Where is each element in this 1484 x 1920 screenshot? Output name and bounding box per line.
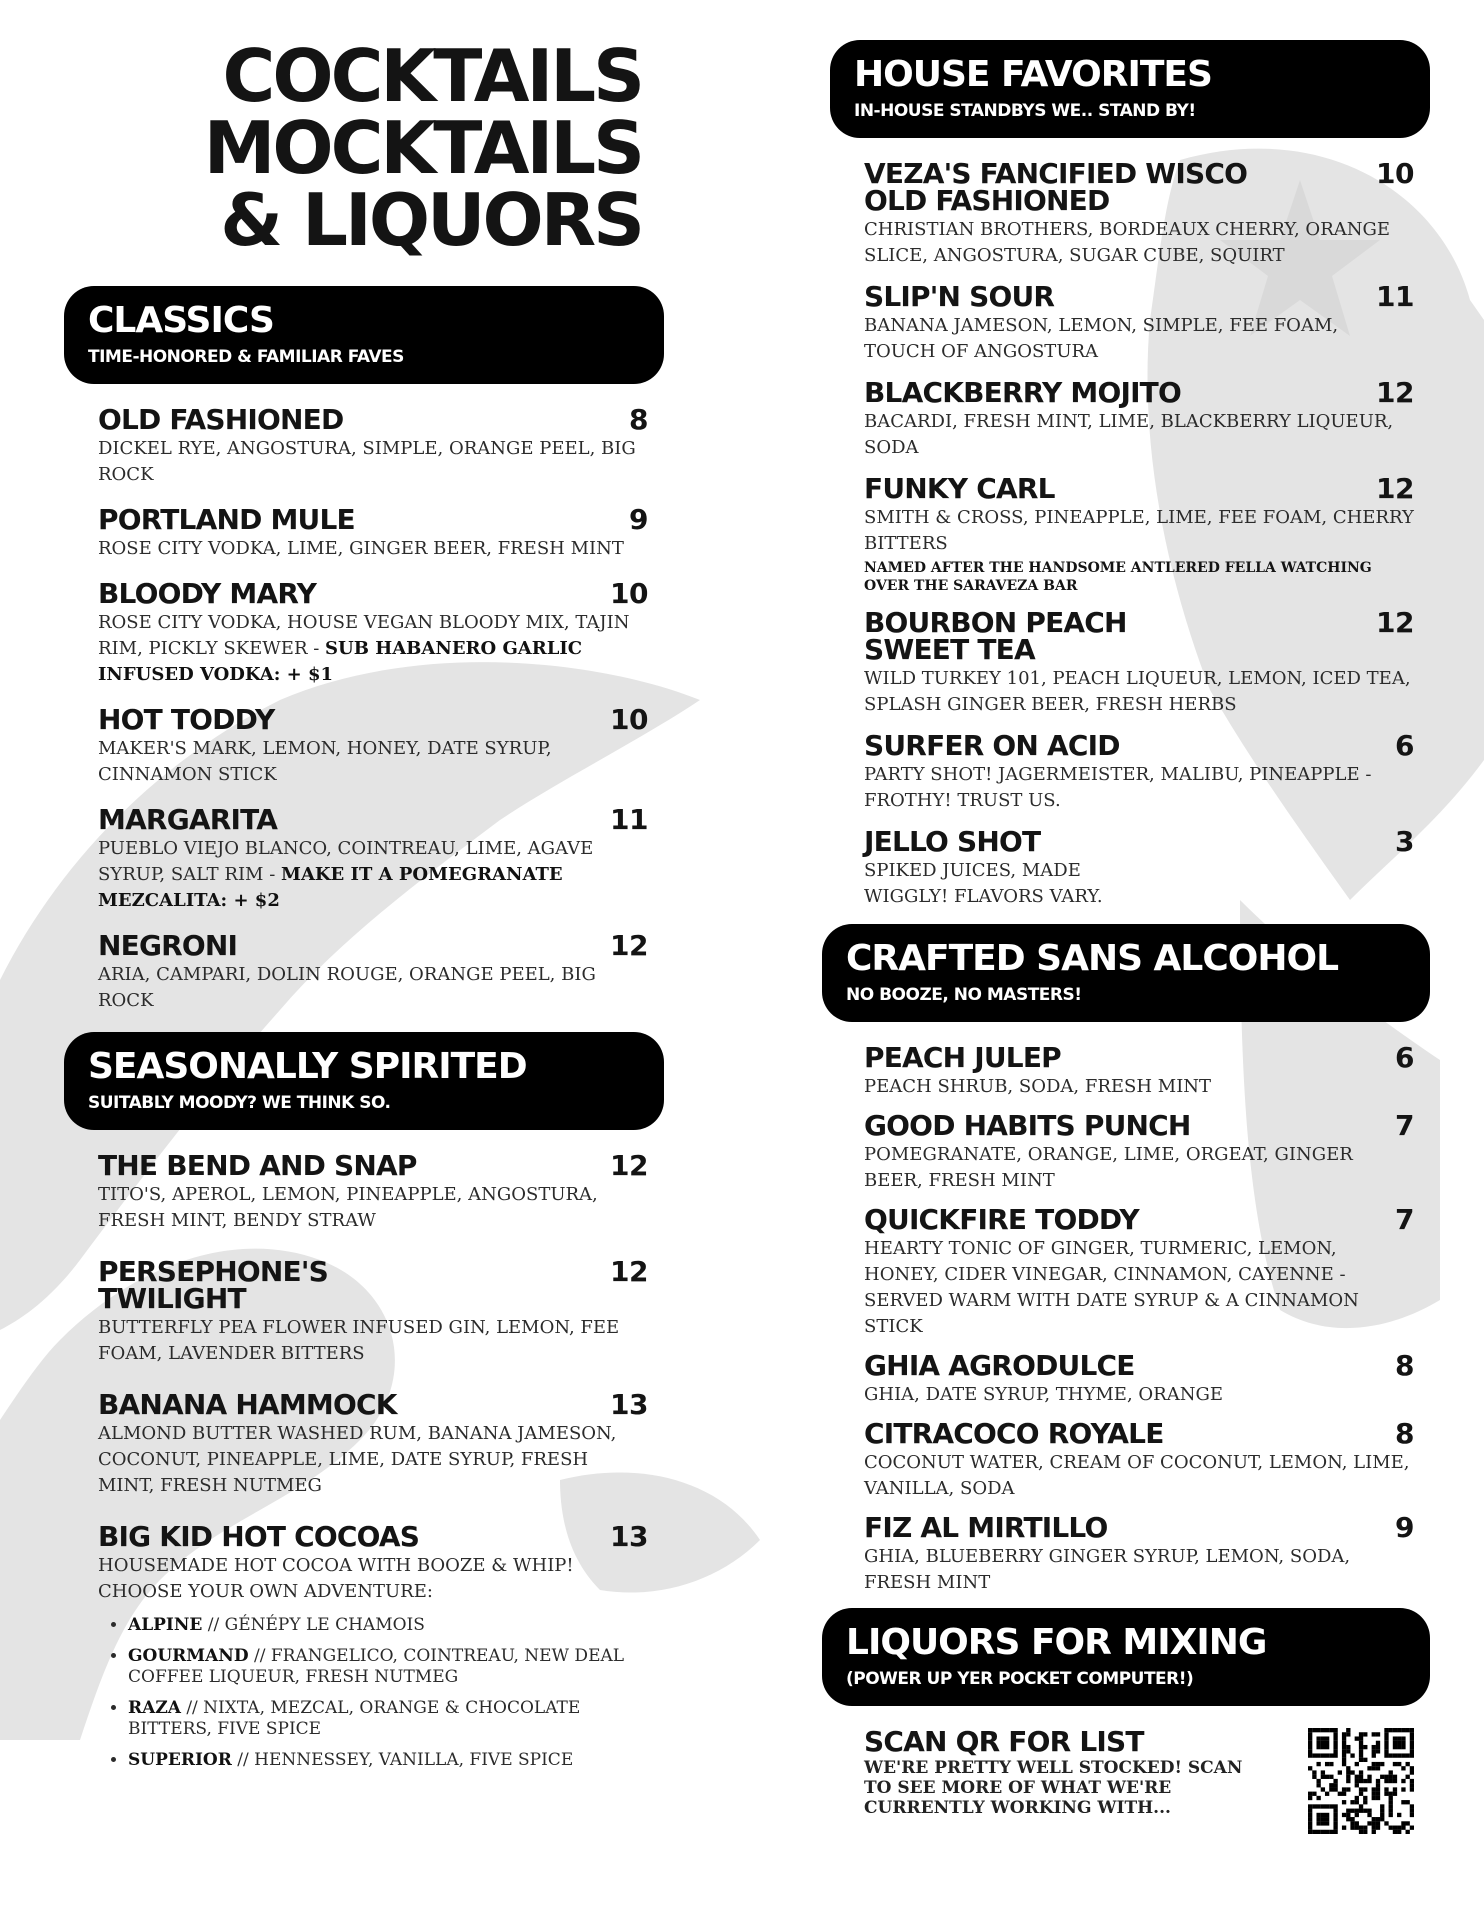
item-price: 13 xyxy=(610,1520,648,1553)
seasonal-list xyxy=(64,1149,664,1771)
item-description-text: PUEBLO VIEJO BLANCO, COINTREAU, LIME, AGAVE SYRUP, SALT RIM - xyxy=(98,838,594,885)
item-name: BIG KID HOT COCOAS xyxy=(98,1520,420,1553)
item-name: THE BEND AND SNAP xyxy=(98,1149,417,1182)
qr-code-icon[interactable] xyxy=(1308,1728,1414,1834)
menu-item xyxy=(98,1255,648,1367)
item-price: 10 xyxy=(610,703,648,736)
item-description: GHIA, DATE SYRUP, THYME, ORANGE xyxy=(864,1384,1223,1405)
item-description-text: ROSE CITY VODKA, HOUSE VEGAN BLOODY MIX, TAJIN RIM, PICKLY SKEWER - xyxy=(98,612,630,659)
menu-item xyxy=(864,1417,1414,1502)
item-description: COCONUT WATER, CREAM OF COCONUT, LEMON, LIME, VANILLA, SODA xyxy=(864,1452,1410,1499)
scan-title: SCAN QR FOR LIST xyxy=(864,1725,1144,1758)
menu-item xyxy=(98,577,648,688)
classics-subtitle: TIME-HONORED & FAMILIAR FAVES xyxy=(88,347,404,367)
menu-item xyxy=(864,157,1414,269)
item-name: BLOODY MARY xyxy=(98,577,317,610)
item-name: PORTLAND MULE xyxy=(98,503,355,536)
menu-item xyxy=(98,703,648,788)
item-price: 12 xyxy=(1376,376,1414,409)
menu-title-line-2: MOCKTAILS xyxy=(203,106,642,190)
cocoa-option xyxy=(128,1750,648,1771)
house-list xyxy=(830,157,1430,910)
item-price: 11 xyxy=(1376,280,1414,313)
menu-item xyxy=(864,1109,1414,1194)
menu-item xyxy=(864,825,1414,910)
cocoa-option-desc: // HENNESSEY, VANILLA, FIVE SPICE xyxy=(231,1750,574,1770)
item-price: 12 xyxy=(1376,606,1414,639)
house-subtitle: IN-HOUSE STANDBYS WE.. STAND BY! xyxy=(854,101,1196,121)
scan-block xyxy=(864,1725,1414,1834)
house-title: HOUSE FAVORITES xyxy=(854,54,1212,95)
menu-item xyxy=(864,1203,1414,1340)
item-name: CITRACOCO ROYALE xyxy=(864,1417,1164,1450)
house-banner xyxy=(830,40,1430,138)
item-description: WILD TURKEY 101, PEACH LIQUEUR, LEMON, ICED TEA, SPLASH GINGER BEER, FRESH HERBS xyxy=(864,668,1411,715)
item-description: BANANA JAMESON, LEMON, SIMPLE, FEE FOAM, TOUCH OF ANGOSTURA xyxy=(864,315,1339,362)
item-description: BACARDI, FRESH MINT, LIME, BLACKBERRY LIQUEUR, SODA xyxy=(864,411,1394,458)
item-upgrade-option: MAKE IT A POMEGRANATE MEZCALITA: + $2 xyxy=(98,864,563,911)
item-description: DICKEL RYE, ANGOSTURA, SIMPLE, ORANGE PEEL, BIG ROCK xyxy=(98,438,636,485)
cocoa-option-desc: // GÉNÉPY LE CHAMOIS xyxy=(202,1615,425,1635)
item-price: 12 xyxy=(610,929,648,962)
item-description: ARIA, CAMPARI, DOLIN ROUGE, ORANGE PEEL, BIG ROCK xyxy=(98,964,596,1011)
item-price: 8 xyxy=(1395,1417,1414,1450)
item-description: POMEGRANATE, ORANGE, LIME, ORGEAT, GINGER BEER, FRESH MINT xyxy=(864,1144,1353,1191)
item-price: 10 xyxy=(1376,157,1414,190)
item-description: GHIA, BLUEBERRY GINGER SYRUP, LEMON, SODA, FRESH MINT xyxy=(864,1546,1351,1593)
item-price: 8 xyxy=(1395,1349,1414,1382)
item-price: 13 xyxy=(610,1388,648,1421)
item-name: JELLO SHOT xyxy=(864,825,1041,858)
item-name: FIZ AL MIRTILLO xyxy=(864,1511,1108,1544)
item-price: 10 xyxy=(610,577,648,610)
item-description: ROSE CITY VODKA, LIME, GINGER BEER, FRESH MINT xyxy=(98,538,624,559)
menu-item xyxy=(98,1520,648,1771)
item-name: PERSEPHONE'S TWILIGHT xyxy=(98,1255,328,1315)
menu-title xyxy=(64,34,664,262)
item-description: MAKER'S MARK, LEMON, HONEY, DATE SYRUP, CINNAMON STICK xyxy=(98,738,552,785)
seasonal-banner xyxy=(64,1032,664,1130)
item-upgrade-option: SUB HABANERO GARLIC INFUSED VODKA: + $1 xyxy=(98,638,583,685)
menu-item xyxy=(98,1149,648,1234)
item-name: GOOD HABITS PUNCH xyxy=(864,1109,1191,1142)
item-name: OLD FASHIONED xyxy=(98,403,344,436)
menu-item xyxy=(864,376,1414,461)
item-name: NEGRONI xyxy=(98,929,238,962)
item-price: 12 xyxy=(610,1255,648,1288)
cocoa-option-name: ALPINE xyxy=(128,1615,203,1635)
item-price: 9 xyxy=(629,503,648,536)
item-name: FUNKY CARL xyxy=(864,472,1055,505)
item-description: SPIKED JUICES, MADE WIGGLY! FLAVORS VARY. xyxy=(864,860,1103,907)
sans-subtitle: NO BOOZE, NO MASTERS! xyxy=(846,985,1082,1005)
item-note: NAMED AFTER THE HANDSOME ANTLERED FELLA WATCHING OVER THE SARAVEZA BAR xyxy=(864,560,1372,594)
item-price: 9 xyxy=(1395,1511,1414,1544)
scan-description: WE'RE PRETTY WELL STOCKED! SCAN TO SEE MORE OF WHAT WE'RE CURRENTLY WORKING WITH... xyxy=(864,1758,1243,1818)
item-price: 7 xyxy=(1395,1109,1414,1142)
item-description: PEACH SHRUB, SODA, FRESH MINT xyxy=(864,1076,1212,1097)
item-name: QUICKFIRE TODDY xyxy=(864,1203,1139,1236)
item-price: 6 xyxy=(1395,729,1414,762)
liquors-title: LIQUORS FOR MIXING xyxy=(846,1622,1267,1663)
classics-banner xyxy=(64,286,664,384)
menu-title-line-3: & LIQUORS xyxy=(220,178,642,262)
classics-title: CLASSICS xyxy=(88,300,274,341)
cocoa-options-list xyxy=(98,1615,648,1771)
sans-title: CRAFTED SANS ALCOHOL xyxy=(846,938,1339,979)
item-name: SURFER ON ACID xyxy=(864,729,1120,762)
menu-title-line-1: COCKTAILS xyxy=(222,34,642,118)
item-price: 8 xyxy=(629,403,648,436)
item-name: BANANA HAMMOCK xyxy=(98,1388,397,1421)
item-price: 7 xyxy=(1395,1203,1414,1236)
item-description: ALMOND BUTTER WASHED RUM, BANANA JAMESON, COCONUT, PINEAPPLE, LIME, DATE SYRUP, FRESH MINT, FRESH NUTMEG xyxy=(98,1423,617,1496)
cocoa-option-desc: // NIXTA, MEZCAL, ORANGE & CHOCOLATE BITTERS, FIVE SPICE xyxy=(128,1698,581,1739)
item-description: SMITH & CROSS, PINEAPPLE, LIME, FEE FOAM, CHERRY BITTERS xyxy=(864,507,1414,554)
menu-item xyxy=(864,606,1414,718)
menu-item xyxy=(864,1041,1414,1100)
liquors-section xyxy=(830,1725,1430,1834)
item-name: PEACH JULEP xyxy=(864,1041,1061,1074)
cocoa-option-name: RAZA xyxy=(128,1698,181,1718)
cocoa-option xyxy=(128,1646,648,1688)
item-description: CHRISTIAN BROTHERS, BORDEAUX CHERRY, ORANGE SLICE, ANGOSTURA, SUGAR CUBE, SQUIRT xyxy=(864,219,1391,266)
menu-item xyxy=(864,1349,1414,1408)
menu-item xyxy=(864,1511,1414,1596)
menu-item xyxy=(864,280,1414,365)
menu-item xyxy=(98,1388,648,1499)
item-description: BUTTERFLY PEA FLOWER INFUSED GIN, LEMON, FEE FOAM, LAVENDER BITTERS xyxy=(98,1317,620,1364)
seasonal-title: SEASONALLY SPIRITED xyxy=(88,1046,527,1087)
item-name: BLACKBERRY MOJITO xyxy=(864,376,1181,409)
item-price: 6 xyxy=(1395,1041,1414,1074)
item-price: 12 xyxy=(1376,472,1414,505)
item-description: TITO'S, APEROL, LEMON, PINEAPPLE, ANGOSTURA, FRESH MINT, BENDY STRAW xyxy=(98,1184,598,1231)
item-name: BOURBON PEACH SWEET TEA xyxy=(864,606,1127,666)
left-column xyxy=(64,34,664,1789)
item-description: PARTY SHOT! JAGERMEISTER, MALIBU, PINEAPPLE - FROTHY! TRUST US. xyxy=(864,764,1372,811)
cocoa-option-name: SUPERIOR xyxy=(128,1750,232,1770)
item-price: 3 xyxy=(1395,825,1414,858)
cocoa-option xyxy=(128,1615,648,1636)
menu-item xyxy=(864,729,1414,814)
menu-item xyxy=(98,503,648,562)
item-name: GHIA AGRODULCE xyxy=(864,1349,1135,1382)
item-price: 12 xyxy=(610,1149,648,1182)
menu-item xyxy=(98,929,648,1014)
item-name: MARGARITA xyxy=(98,803,278,836)
sans-banner xyxy=(822,924,1430,1022)
item-description: HOUSEMADE HOT COCOA WITH BOOZE & WHIP! CHOOSE YOUR OWN ADVENTURE: xyxy=(98,1555,574,1602)
seasonal-subtitle: SUITABLY MOODY? WE THINK SO. xyxy=(88,1093,391,1113)
menu-item xyxy=(98,803,648,914)
item-name: VEZA'S FANCIFIED WISCO OLD FASHIONED xyxy=(864,157,1248,217)
right-column xyxy=(830,40,1430,1834)
cocoa-option xyxy=(128,1698,648,1740)
cocoa-option-name: GOURMAND xyxy=(128,1646,249,1666)
item-name: SLIP'N SOUR xyxy=(864,280,1055,313)
item-price: 11 xyxy=(610,803,648,836)
item-description xyxy=(98,610,648,688)
liquors-subtitle: (POWER UP YER POCKET COMPUTER!) xyxy=(846,1669,1194,1689)
item-description: HEARTY TONIC OF GINGER, TURMERIC, LEMON, HONEY, CIDER VINEGAR, CINNAMON, CAYENNE - SERVED WARM WITH DATE SYRUP & A CINNAMON STICK xyxy=(864,1238,1359,1337)
classics-list xyxy=(64,403,664,1014)
item-description xyxy=(98,836,648,914)
menu-item xyxy=(98,403,648,488)
liquors-banner xyxy=(822,1608,1430,1706)
menu-item xyxy=(864,472,1414,595)
cocoa-option-desc: // FRANGELICO, COINTREAU, NEW DEAL COFFEE LIQUEUR, FRESH NUTMEG xyxy=(128,1646,625,1687)
scan-text xyxy=(864,1725,1264,1818)
sans-list xyxy=(830,1041,1430,1596)
item-name: HOT TODDY xyxy=(98,703,275,736)
